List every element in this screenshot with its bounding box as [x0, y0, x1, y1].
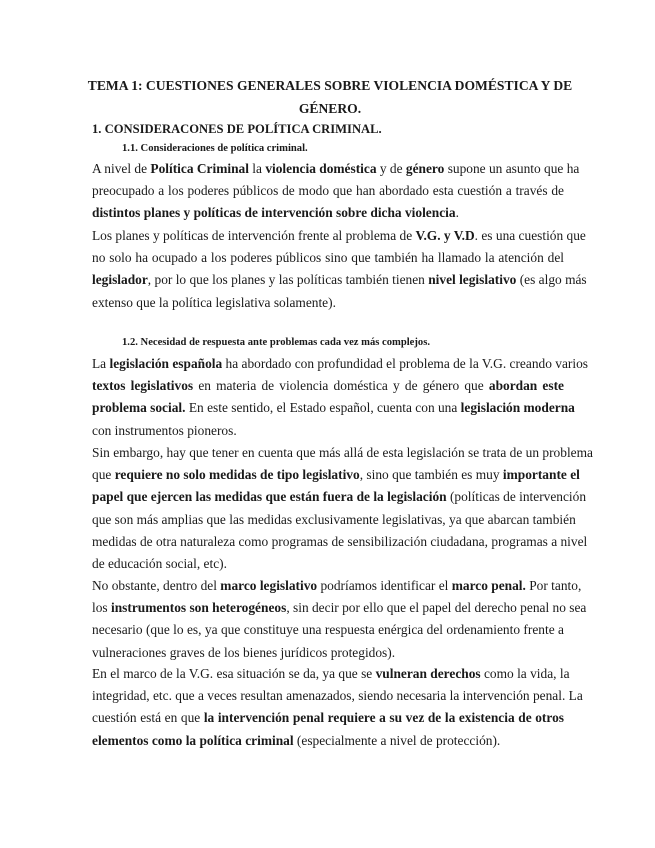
document-title: [80, 74, 580, 120]
text-run: (especialmente a nivel de protección).: [293, 732, 501, 748]
bold-text: legislador: [92, 272, 148, 288]
text-run: supone un asunto que ha: [444, 161, 580, 176]
text-run: .: [455, 205, 459, 221]
text-line: [92, 420, 564, 442]
paragraph: [92, 353, 588, 442]
text-run: medidas de otra naturaleza como programas de sensibilización ciudadana, programas a nivel: [92, 533, 588, 549]
paragraph: [92, 442, 593, 575]
text-run: preocupado a los poderes públicos de modo que han abordado esta cuestión a través de: [92, 183, 564, 199]
text-line: [92, 158, 580, 180]
title-line-1: TEMA 1: CUESTIONES GENERALES SOBRE VIOLENCIA DOMÉSTICA Y DE: [87, 78, 573, 93]
bold-text: Política Criminal: [150, 161, 249, 176]
text-line: [92, 464, 580, 486]
text-run: cuestión está en que: [92, 710, 204, 726]
paragraph: [92, 575, 587, 664]
paragraph: [92, 225, 587, 314]
text-run: que: [92, 467, 115, 483]
text-line: [92, 442, 593, 464]
text-run: (políticas de intervención: [446, 489, 587, 505]
text-line: [92, 597, 587, 619]
text-run: No obstante, dentro del: [92, 578, 221, 593]
text-line: [92, 375, 564, 397]
text-run: como la vida, la: [480, 666, 570, 681]
text-run: Por tanto,: [525, 578, 582, 593]
text-line: [92, 685, 583, 707]
text-line: [92, 575, 582, 597]
text-run: extenso que la política legislativa solamente).: [92, 294, 336, 310]
bold-text: elementos como la política criminal: [92, 732, 294, 748]
text-line: [92, 663, 570, 685]
bold-text: marco legislativo: [220, 578, 318, 593]
text-line: [92, 531, 588, 553]
bold-text: violencia doméstica: [265, 161, 377, 176]
text-line: [92, 707, 564, 729]
text-run: , por lo que los planes y las políticas también tienen: [147, 272, 429, 288]
text-run: los: [92, 600, 111, 616]
text-run: ha abordado con profundidad el problema de la V.G. creando varios: [222, 356, 588, 371]
text-run: , sin decir por ello que el papel del derecho penal no sea: [286, 600, 587, 616]
text-run: no solo ha ocupado a los poderes públicos sino que también ha llamado la atención del: [92, 250, 564, 266]
bold-text: distintos planes y políticas de intervención sobre dicha violencia: [92, 205, 456, 221]
text-line: [92, 269, 587, 291]
bold-text: legislación moderna: [460, 400, 575, 416]
text-run: y de: [376, 161, 406, 176]
bold-text: textos legislativos: [92, 378, 194, 394]
bold-text: abordan este: [488, 378, 564, 394]
text-run: La: [92, 356, 110, 371]
text-run: , sino que también es muy: [359, 467, 503, 483]
text-line: [92, 353, 588, 375]
text-line: [92, 553, 564, 575]
bold-text: requiere no solo medidas de tipo legislativo: [114, 467, 360, 483]
bold-text: vulneran derechos: [375, 666, 481, 681]
text-run: En el marco de la V.G. esa situación se da, ya que se: [92, 666, 376, 681]
text-line: [92, 225, 586, 247]
text-line: [92, 292, 564, 314]
text-run: que son más amplias que las medidas exclusivamente legislativas, ya que abarcan también: [92, 511, 576, 527]
text-line: [92, 642, 564, 664]
text-line: [92, 247, 564, 269]
text-run: de educación social, etc).: [92, 555, 227, 571]
text-run: con instrumentos pioneros.: [92, 422, 237, 438]
text-run: A nivel de: [92, 161, 151, 176]
text-run: . es una cuestión que: [474, 228, 586, 243]
text-run: (es algo más: [516, 272, 587, 288]
bold-text: V.G. y V.D: [415, 228, 475, 243]
subsection-heading-1-2: 1.2. Necesidad de respuesta ante problemas cada vez más complejos.: [122, 337, 430, 348]
text-run: la: [248, 161, 266, 176]
text-run: vulneraciones graves de los bienes jurídicos protegidos).: [92, 644, 396, 660]
bold-text: género: [405, 161, 445, 176]
text-line: [92, 509, 576, 531]
bold-text: instrumentos son heterogéneos: [110, 600, 287, 616]
text-run: podríamos identificar el: [317, 578, 452, 593]
bold-text: problema social.: [92, 400, 186, 416]
bold-text: marco penal.: [451, 578, 526, 593]
text-run: Sin embargo, hay que tener en cuenta que más allá de esta legislación se trata de un problema: [92, 445, 593, 460]
text-line: [92, 397, 575, 419]
text-run: integridad, etc. que a veces resultan amenazados, siendo necesaria la intervención penal. La: [92, 688, 583, 704]
text-run: En este sentido, el Estado español, cuenta con una: [185, 400, 461, 416]
paragraph: [92, 158, 580, 225]
text-line: [92, 180, 564, 202]
bold-text: nivel legislativo: [428, 272, 517, 288]
bold-text: papel que ejercen las medidas que están fuera de la legislación: [92, 489, 447, 505]
paragraph: [92, 663, 583, 752]
text-line: [92, 619, 564, 641]
section-heading-1: 1. CONSIDERACONES DE POLÍTICA CRIMINAL.: [92, 122, 382, 136]
bold-text: legislación española: [109, 356, 223, 371]
title-line-2: GÉNERO.: [298, 101, 362, 116]
text-line: [92, 486, 587, 508]
subsection-heading-1-1: 1.1. Consideraciones de política criminal.: [122, 143, 308, 154]
bold-text: la intervención penal requiere a su vez de la existencia de otros: [203, 710, 564, 726]
text-run: Los planes y políticas de intervención frente al problema de: [92, 228, 416, 243]
text-run: necesario (que lo es, ya que constituye una respuesta enérgica del ordenamiento frente a: [92, 622, 564, 638]
bold-text: importante el: [502, 467, 580, 483]
text-line: [92, 202, 564, 224]
text-run: en materia de violencia doméstica y de género que: [193, 378, 489, 394]
text-line: [92, 730, 564, 752]
